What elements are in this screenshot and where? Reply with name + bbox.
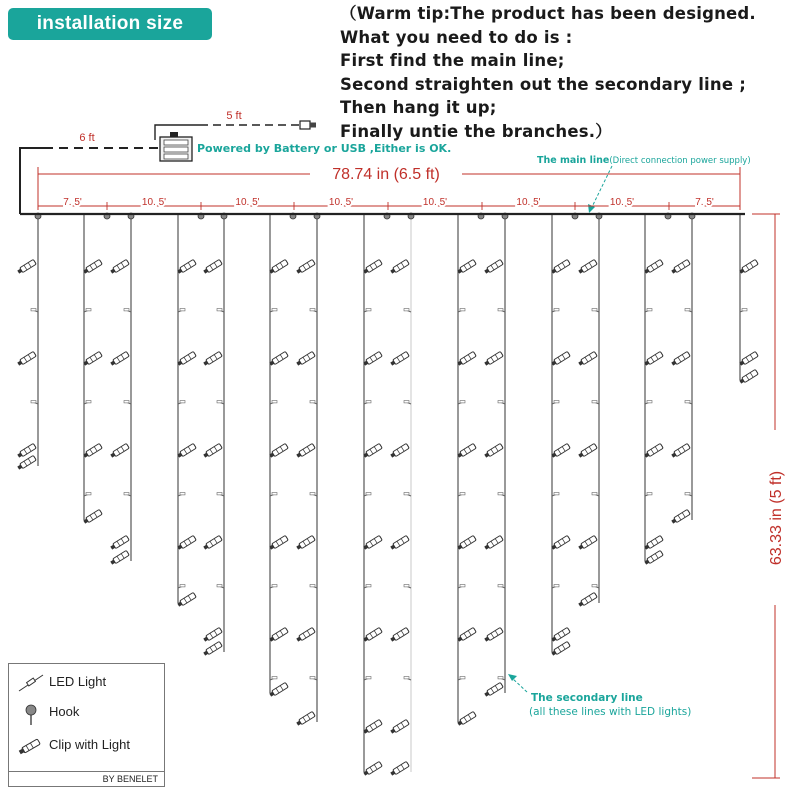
clip-light-icon — [363, 535, 383, 550]
legend-led-label: LED Light — [49, 674, 107, 689]
clip-light-icon — [390, 259, 410, 274]
clip-light-icon — [551, 641, 571, 656]
led-light-icon — [84, 493, 91, 497]
clip-light-icon — [671, 351, 691, 366]
led-light-icon — [592, 309, 599, 313]
led-light-icon — [552, 493, 559, 497]
secondary-strand — [110, 214, 131, 565]
clip-light-icon — [739, 351, 759, 366]
secondary-strand — [457, 214, 477, 726]
clip-light-icon — [578, 351, 598, 366]
secondary-line-label: The secondary line — [531, 692, 643, 704]
legend-row-led — [9, 669, 164, 697]
led-light-icon — [178, 401, 185, 405]
clip-light-icon — [457, 711, 477, 726]
clip-light-icon — [363, 351, 383, 366]
led-light-icon — [404, 585, 411, 589]
led-light-icon — [84, 401, 91, 405]
secondary-strand — [390, 214, 411, 776]
led-light-icon — [404, 493, 411, 497]
secondary-strand — [363, 214, 383, 776]
led-light-icon — [310, 493, 317, 497]
led-light-icon — [498, 309, 505, 313]
clip-light-icon — [17, 455, 37, 470]
led-light-icon — [217, 401, 224, 405]
clip-light-icon — [203, 641, 223, 656]
clip-light-icon — [296, 535, 316, 550]
led-light-icon — [364, 585, 371, 589]
clip-light-icon — [363, 627, 383, 642]
legend-row-hook — [9, 699, 164, 727]
power-note: Powered by Battery or USB ,Either is OK. — [197, 142, 452, 155]
clip-light-icon — [484, 259, 504, 274]
clip-light-icon — [457, 443, 477, 458]
warm-tip-block — [340, 2, 800, 143]
clip-light-icon — [484, 682, 504, 697]
clip-light-icon — [578, 443, 598, 458]
clip-light-icon — [739, 259, 759, 274]
clip-light-icon — [390, 443, 410, 458]
clip-light-icon — [296, 351, 316, 366]
secondary-strand — [296, 214, 317, 726]
tip-line: First find the main line; — [340, 51, 565, 70]
led-light-icon — [592, 401, 599, 405]
clip-light-icon — [457, 259, 477, 274]
clip-light-icon — [296, 627, 316, 642]
clip-light-icon — [110, 351, 130, 366]
clip-light-icon — [83, 443, 103, 458]
led-light-icon — [645, 401, 652, 405]
led-light-icon — [685, 401, 692, 405]
clip-light-icon — [390, 761, 410, 776]
legend-brand: BY BENELET — [9, 771, 164, 786]
battery-box-icon — [160, 132, 192, 161]
clip-light-icon — [644, 535, 664, 550]
led-light-icon — [217, 493, 224, 497]
usb-plug-icon — [300, 121, 316, 129]
led-light-icon — [645, 309, 652, 313]
led-light-icon — [498, 401, 505, 405]
spacing-dimensions — [38, 197, 740, 210]
led-light-icon — [15, 671, 47, 695]
spacing-label: 10. 5' — [328, 197, 354, 208]
led-light-icon — [685, 309, 692, 313]
clip-light-icon — [177, 259, 197, 274]
led-light-icon — [498, 677, 505, 681]
led-light-icon — [552, 309, 559, 313]
clip-light-icon — [551, 259, 571, 274]
led-light-icon — [404, 677, 411, 681]
clip-light-icon — [578, 535, 598, 550]
clip-light-icon — [203, 443, 223, 458]
clip-light-icon — [269, 259, 289, 274]
clip-light-icon — [363, 719, 383, 734]
led-light-icon — [178, 309, 185, 313]
clip-light-icon — [296, 443, 316, 458]
led-light-icon — [270, 493, 277, 497]
clip-light-icon — [578, 259, 598, 274]
clip-light-icon — [644, 259, 664, 274]
led-light-icon — [498, 493, 505, 497]
clip-light-icon — [269, 627, 289, 642]
clip-light-icon — [484, 351, 504, 366]
led-light-icon — [645, 493, 652, 497]
clip-light-icon — [671, 509, 691, 524]
clip-light-icon — [644, 443, 664, 458]
clip-light-icon — [739, 369, 759, 384]
secondary-strand — [551, 214, 571, 656]
clip-light-icon — [390, 351, 410, 366]
clip-light-icon — [484, 535, 504, 550]
clip-light-icon — [390, 627, 410, 642]
led-light-icon — [458, 309, 465, 313]
spacing-label: 7. 5' — [63, 197, 82, 208]
clip-light-icon — [551, 443, 571, 458]
spacing-label: 10. 5' — [609, 197, 635, 208]
led-light-icon — [310, 677, 317, 681]
led-light-icon — [124, 309, 131, 313]
clip-light-icon — [269, 682, 289, 697]
height-label: 63.33 in (5 ft) — [768, 470, 785, 566]
clip-light-icon — [671, 443, 691, 458]
led-light-icon — [310, 309, 317, 313]
clip-light-icon — [110, 550, 130, 565]
led-light-icon — [270, 309, 277, 313]
tip-line: What you need to do is : — [340, 27, 573, 47]
led-light-icon — [458, 401, 465, 405]
led-light-icon — [458, 585, 465, 589]
clip-light-icon — [177, 351, 197, 366]
spacing-label: 7. 5' — [695, 197, 714, 208]
lead-wire — [20, 148, 44, 214]
clip-light-icon — [269, 535, 289, 550]
led-light-icon — [552, 401, 559, 405]
spacing-label: 10. 5' — [516, 197, 541, 208]
led-light-icon — [178, 493, 185, 497]
clip-light-icon — [457, 535, 477, 550]
led-light-icon — [685, 493, 692, 497]
spacing-label: 10. 5' — [141, 197, 167, 208]
led-light-icon — [124, 401, 131, 405]
secondary-strand — [671, 214, 692, 524]
clip-light-icon — [390, 719, 410, 734]
tip-line: Second straighten out the secondary line ; — [340, 74, 746, 94]
hook-icon — [15, 701, 47, 725]
secondary-strand — [269, 214, 289, 697]
clip-light-icon — [363, 761, 383, 776]
clip-light-icon — [269, 443, 289, 458]
led-light-icon — [364, 309, 371, 313]
secondary-strand — [644, 214, 664, 565]
secondary-line-pointer — [508, 674, 527, 692]
clip-light-icon — [83, 351, 103, 366]
led-light-icon — [270, 401, 277, 405]
led-light-icon — [364, 401, 371, 405]
main-line-label: The main line(Direct connection power supply) — [537, 155, 751, 166]
clip-light-icon — [110, 535, 130, 550]
secondary-strand — [484, 214, 505, 697]
clip-light-icon — [17, 351, 37, 366]
led-light-icon — [552, 585, 559, 589]
clip-light-icon — [296, 259, 316, 274]
clip-light-icon — [551, 351, 571, 366]
clip-light-icon — [83, 509, 103, 524]
clip-light-icon — [110, 443, 130, 458]
led-light-icon — [458, 677, 465, 681]
clip-light-icon — [203, 535, 223, 550]
clip-light-icon — [177, 535, 197, 550]
secondary-strand — [17, 214, 38, 470]
clip-light-icon — [363, 259, 383, 274]
led-light-icon — [84, 309, 91, 313]
clip-light-icon — [203, 259, 223, 274]
clip-light-icon — [269, 351, 289, 366]
clip-light-icon — [177, 592, 197, 607]
clip-light-icon — [203, 627, 223, 642]
legend-row-clip — [9, 732, 164, 760]
clip-light-icon — [83, 259, 103, 274]
clip-light-icon — [551, 535, 571, 550]
clip-light-icon — [644, 550, 664, 565]
clip-light-icon — [671, 259, 691, 274]
clip-light-icon — [457, 627, 477, 642]
legend-hook-label: Hook — [49, 704, 80, 719]
led-light-icon — [217, 585, 224, 589]
led-light-icon — [498, 585, 505, 589]
tip-line: （Warm tip:The product has been designed. — [340, 4, 756, 23]
width-label: 78.74 in (6.5 ft) — [332, 166, 440, 183]
led-light-icon — [404, 309, 411, 313]
led-light-icon — [310, 401, 317, 405]
clip-light-icon — [177, 443, 197, 458]
led-light-icon — [31, 309, 38, 313]
clip-light-icon — [17, 259, 37, 274]
clip-light-icon — [457, 351, 477, 366]
tip-line: Finally untie the branches.） — [340, 121, 612, 141]
spacing-label: 10. 5' — [422, 197, 448, 208]
secondary-strand — [739, 214, 759, 384]
spacing-label: 10. 5' — [235, 197, 260, 208]
clip-light-icon — [203, 351, 223, 366]
led-light-icon — [458, 493, 465, 497]
clip-light-icon — [296, 711, 316, 726]
led-light-icon — [592, 493, 599, 497]
led-light-icon — [310, 585, 317, 589]
clip-light-icon — [110, 259, 130, 274]
led-light-icon — [592, 585, 599, 589]
led-light-icon — [364, 493, 371, 497]
led-light-icon — [217, 309, 224, 313]
led-light-icon — [31, 401, 38, 405]
secondary-strand — [578, 214, 599, 607]
led-light-icon — [178, 585, 185, 589]
led-light-icon — [270, 585, 277, 589]
clip-light-icon — [578, 592, 598, 607]
clip-light-icon — [644, 351, 664, 366]
secondary-strand — [177, 214, 197, 607]
led-light-icon — [404, 401, 411, 405]
led-light-icon — [364, 677, 371, 681]
clip-with-light-icon — [15, 734, 47, 758]
secondary-line-note: (all these lines with LED lights) — [529, 706, 692, 718]
tip-line: Then hang it up; — [340, 98, 497, 117]
led-light-icon — [270, 677, 277, 681]
usb-length-label: 5 ft — [226, 110, 242, 122]
legend — [8, 663, 165, 787]
title-badge: installation size — [8, 8, 212, 40]
legend-clip-label: Clip with Light — [49, 737, 130, 752]
led-light-icon — [124, 493, 131, 497]
clip-light-icon — [390, 535, 410, 550]
clip-light-icon — [484, 443, 504, 458]
secondary-strand — [83, 214, 103, 524]
clip-light-icon — [551, 627, 571, 642]
clip-light-icon — [363, 443, 383, 458]
secondary-strand — [203, 214, 224, 656]
clip-light-icon — [484, 627, 504, 642]
led-light-icon — [740, 309, 747, 313]
lead-length-label: 6 ft — [79, 132, 95, 144]
